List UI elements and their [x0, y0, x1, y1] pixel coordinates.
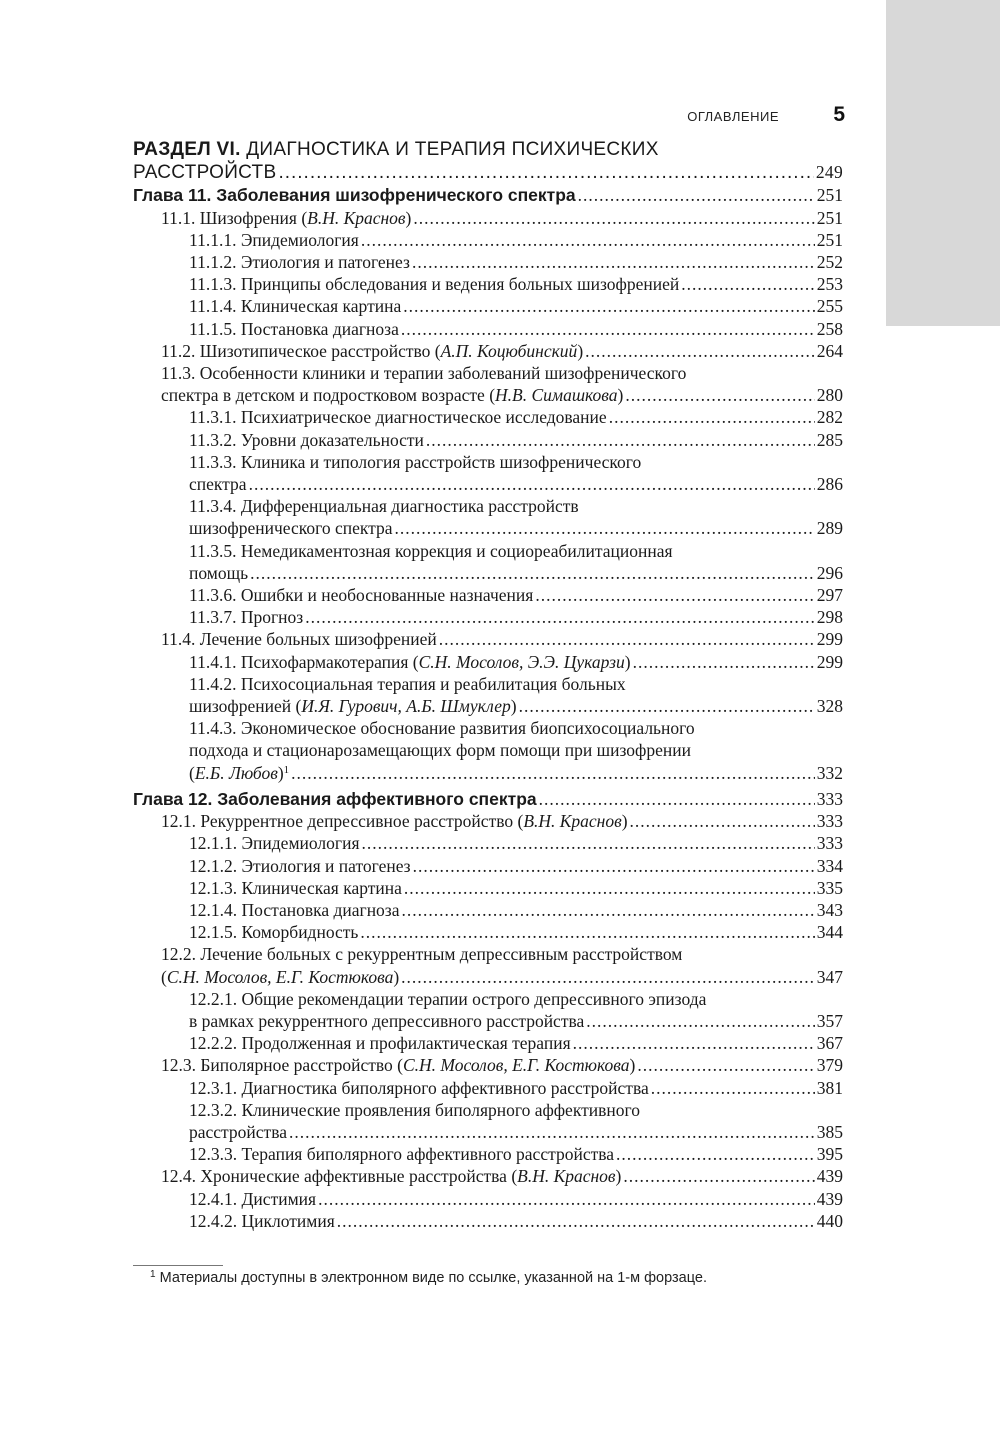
toc-entry-page: 252: [816, 252, 843, 273]
toc-entry-author: В.Н. Краснов: [523, 811, 622, 832]
toc-entry-page: 328: [816, 696, 843, 717]
toc-entry-11-3-1[interactable]: [133, 406, 843, 428]
toc-entry-text: 11.1.1. Эпидемиология: [189, 229, 359, 250]
table-of-contents: [133, 139, 843, 1232]
toc-entry-text: 11.3.1. Психиатрическое диагностическое исследование: [189, 407, 607, 428]
toc-entry-11-4-1[interactable]: [133, 651, 843, 673]
toc-entry-12-2-2[interactable]: [133, 1032, 843, 1054]
toc-entry-12-2-line1[interactable]: 12.2. Лечение больных с рекуррентным депрессивным расстройством: [161, 944, 683, 965]
toc-entry-11-4-3-line2[interactable]: подхода и стационарозамещающих форм помощи при шизофрении: [189, 740, 691, 761]
toc-entry-page: 280: [816, 385, 843, 406]
toc-entry-page: 333: [816, 833, 843, 854]
toc-entry-page: 332: [816, 762, 843, 783]
toc-entry-page: 439: [816, 1166, 843, 1187]
running-header: [0, 103, 845, 131]
toc-entry-page: 379: [816, 1055, 843, 1076]
toc-entry-text: 12.1.3. Клиническая картина: [189, 877, 402, 898]
toc-entry-11-1-1[interactable]: [133, 229, 843, 251]
toc-entry-12-1-2[interactable]: [133, 855, 843, 877]
toc-entry-page: 285: [816, 429, 843, 450]
toc-entry-12-1-3[interactable]: [133, 877, 843, 899]
toc-entry-12-1-5[interactable]: [133, 921, 843, 943]
toc-entry-11-4-3[interactable]: [133, 762, 843, 784]
toc-entry-12-3-1[interactable]: [133, 1077, 843, 1099]
toc-entry-12-3-2[interactable]: [133, 1121, 843, 1143]
toc-entry-11-3-4-line1[interactable]: 11.3.4. Дифференциальная диагностика расстройств: [189, 496, 579, 517]
toc-entry-11-4[interactable]: [133, 628, 843, 650]
section-title-text: ДИАГНОСТИКА И ТЕРАПИЯ ПСИХИЧЕСКИХ: [240, 139, 659, 160]
toc-entry-text: 12.1. Рекуррентное депрессивное расстройство (: [161, 811, 524, 832]
chapter-12-entry[interactable]: [133, 788, 843, 810]
toc-entry-12-3-3[interactable]: [133, 1143, 843, 1165]
toc-entry-page: 381: [816, 1077, 843, 1098]
toc-entry-text: 12.1.4. Постановка диагноза: [189, 899, 400, 920]
toc-entry-paren: ): [617, 385, 624, 406]
toc-entry-text: 11.1.3. Принципы обследования и ведения больных шизофренией: [189, 274, 680, 295]
toc-entry-text: шизофренией (: [189, 696, 302, 717]
toc-entry-paren: (: [161, 966, 167, 987]
toc-entry-text: 12.1.5. Коморбидность: [189, 922, 359, 943]
toc-entry-11-3-4[interactable]: [133, 517, 843, 539]
toc-entry-page: 347: [816, 966, 843, 987]
toc-entry-11-3-3[interactable]: [133, 473, 843, 495]
footnote-text: Материалы доступны в электронном виде по ссылке, указанной на 1-м форзаце.: [155, 1270, 707, 1286]
section-entry[interactable]: [133, 161, 843, 184]
toc-entry-author: А.П. Коцюбинский: [440, 340, 578, 361]
toc-entry-11-3-5-line1[interactable]: 11.3.5. Немедикаментозная коррекция и социореабилитационная: [189, 540, 673, 561]
toc-entry-paren: ): [629, 1055, 636, 1076]
running-header-label: ОГЛАВЛЕНИЕ: [687, 109, 779, 124]
toc-entry-author: Н.В. Симашкова: [495, 385, 618, 406]
toc-entry-paren: ): [277, 762, 284, 783]
section-title-line2: РАССТРОЙСТВ: [133, 162, 277, 184]
toc-entry-12-3[interactable]: [133, 1054, 843, 1076]
toc-entry-text: 11.3.7. Прогноз: [189, 607, 304, 628]
toc-entry-author: С.Н. Мосолов, Е.Г. Костюкова: [402, 1055, 630, 1076]
toc-entry-page: 251: [816, 207, 843, 228]
toc-entry-11-2[interactable]: [133, 340, 843, 362]
toc-entry-text: 11.1.4. Клиническая картина: [189, 296, 402, 317]
toc-entry-page: 253: [816, 274, 843, 295]
toc-entry-author: В.Н. Краснов: [307, 207, 406, 228]
toc-entry-text: 11.3.2. Уровни доказательности: [189, 429, 424, 450]
toc-entry-11-3-5[interactable]: [133, 562, 843, 584]
toc-entry-page: 286: [816, 474, 843, 495]
toc-entry-text: спектра в детском и подростковом возрасте (: [161, 385, 496, 406]
toc-entry-11-1[interactable]: [133, 207, 843, 229]
toc-entry-text: 11.4.1. Психофармакотерапия (: [189, 651, 419, 672]
toc-entry-page: 298: [816, 607, 843, 628]
toc-entry-author: Е.Б. Любов: [194, 762, 278, 783]
toc-entry-text: 12.4.2. Циклотимия: [189, 1210, 335, 1231]
toc-entry-page: 264: [816, 340, 843, 361]
toc-entry-11-3-7[interactable]: [133, 606, 843, 628]
toc-entry-page: 297: [816, 585, 843, 606]
chapter-11-page: 251: [816, 185, 843, 206]
section-prefix: РАЗДЕЛ VI.: [133, 139, 241, 160]
toc-entry-12-4-2[interactable]: [133, 1210, 843, 1232]
toc-entry-text: помощь: [189, 562, 249, 583]
toc-entry-page: 296: [816, 562, 843, 583]
toc-entry-page: 299: [816, 651, 843, 672]
toc-entry-paren: ): [405, 207, 412, 228]
toc-entry-12-2-1[interactable]: [133, 1010, 843, 1032]
toc-entry-page: 344: [816, 922, 843, 943]
toc-entry-text: 11.1.5. Постановка диагноза: [189, 318, 399, 339]
toc-entry-page: 335: [816, 877, 843, 898]
footnote-ref[interactable]: 1: [283, 763, 290, 776]
toc-entry-text: 11.2. Шизотипическое расстройство (: [161, 340, 441, 361]
toc-entry-paren: ): [621, 811, 628, 832]
toc-entry-11-4-2[interactable]: [133, 695, 843, 717]
toc-entry-page: 367: [816, 1033, 843, 1054]
page-number: 5: [833, 103, 845, 126]
toc-entry-text: 12.1.2. Этиология и патогенез: [189, 855, 411, 876]
toc-entry-text: расстройства: [189, 1121, 287, 1142]
toc-entry-11-3-2[interactable]: [133, 429, 843, 451]
toc-entry-page: 258: [816, 318, 843, 339]
toc-entry-12-4-1[interactable]: [133, 1188, 843, 1210]
toc-entry-12-1-1[interactable]: [133, 832, 843, 854]
thumb-index-tab: [886, 0, 1000, 326]
toc-entry-12-2-1-line1[interactable]: 12.2.1. Общие рекомендации терапии острого депрессивного эпизода: [189, 988, 707, 1009]
toc-entry-text: 11.1.2. Этиология и патогенез: [189, 252, 410, 273]
chapter-11-entry[interactable]: [133, 184, 843, 206]
toc-entry-page: 299: [816, 629, 843, 650]
toc-entry-11-3-6[interactable]: [133, 584, 843, 606]
chapter-12-page: 333: [816, 788, 843, 809]
toc-entry-paren: ): [615, 1166, 622, 1187]
section-title-line1: [133, 139, 843, 161]
toc-entry-page: 334: [816, 855, 843, 876]
toc-entry-12-1-4[interactable]: [133, 899, 843, 921]
toc-entry-author: С.Н. Мосолов, Е.Г. Костюкова: [166, 966, 394, 987]
toc-entry-11-1-5[interactable]: [133, 318, 843, 340]
toc-entry-11-3-3-line1[interactable]: 11.3.3. Клиника и типология расстройств шизофренического: [189, 451, 642, 472]
toc-entry-11-1-3[interactable]: [133, 273, 843, 295]
toc-entry-page: 333: [816, 811, 843, 832]
footnote-mark: 1: [150, 1269, 156, 1280]
toc-entry-page: 289: [816, 518, 843, 539]
chapter-11-title: Глава 11. Заболевания шизофренического спектра: [133, 185, 576, 206]
toc-entry-11-4-2-line1[interactable]: 11.4.2. Психосоциальная терапия и реабилитация больных: [189, 673, 626, 694]
toc-entry-paren: ): [624, 651, 631, 672]
toc-entry-text: 12.3.1. Диагностика биполярного аффективного расстройства: [189, 1077, 649, 1098]
toc-entry-page: 255: [816, 296, 843, 317]
toc-entry-12-3-2-line1[interactable]: 12.3.2. Клинические проявления биполярного аффективного: [189, 1099, 640, 1120]
toc-entry-text: шизофренического спектра: [189, 518, 393, 539]
toc-entry-text: 12.2.2. Продолженная и профилактическая терапия: [189, 1033, 571, 1054]
toc-entry-text: 12.3. Биполярное расстройство (: [161, 1055, 403, 1076]
toc-entry-author: И.Я. Гурович, А.Б. Шмуклер: [301, 696, 511, 717]
toc-entry-text: спектра: [189, 474, 247, 495]
toc-entry-11-1-2[interactable]: [133, 251, 843, 273]
toc-entry-text: 12.3.3. Терапия биполярного аффективного расстройства: [189, 1144, 615, 1165]
toc-entry-text: 12.1.1. Эпидемиология: [189, 833, 360, 854]
toc-entry-page: 343: [816, 899, 843, 920]
toc-entry-11-3[interactable]: [133, 384, 843, 406]
toc-entry-11-4-3-line1[interactable]: 11.4.3. Экономическое обоснование развития биопсихосоциального: [189, 718, 695, 739]
toc-entry-12-1[interactable]: [133, 810, 843, 832]
section-page: 249: [815, 162, 843, 183]
toc-entry-paren: ): [510, 696, 517, 717]
toc-entry-paren: ): [577, 340, 584, 361]
toc-entry-12-4[interactable]: [133, 1165, 843, 1187]
toc-entry-text: 11.1. Шизофрения (: [161, 207, 308, 228]
toc-entry-page: 282: [816, 407, 843, 428]
toc-entry-text: 12.4. Хронические аффективные расстройства (: [161, 1166, 518, 1187]
toc-entry-page: 395: [816, 1144, 843, 1165]
toc-entry-text: 11.3.6. Ошибки и необоснованные назначения: [189, 585, 534, 606]
toc-entry-text: 11.4. Лечение больных шизофренией: [161, 629, 437, 650]
toc-entry-paren: ): [393, 966, 400, 987]
toc-entry-page: 439: [816, 1188, 843, 1209]
toc-entry-12-2[interactable]: [133, 966, 843, 988]
toc-entry-author: С.Н. Мосолов, Э.Э. Цукарзи: [418, 651, 625, 672]
toc-entry-text: в рамках рекуррентного депрессивного расстройства: [189, 1010, 585, 1031]
chapter-12-title: Глава 12. Заболевания аффективного спектра: [133, 788, 537, 809]
toc-entry-paren: (: [189, 762, 195, 783]
toc-entry-page: 440: [816, 1210, 843, 1231]
toc-entry-11-1-4[interactable]: [133, 295, 843, 317]
footnote: [150, 1270, 707, 1286]
toc-entry-text: 12.4.1. Дистимия: [189, 1188, 317, 1209]
footnote-separator: [133, 1265, 223, 1266]
toc-entry-page: 357: [816, 1010, 843, 1031]
toc-entry-page: 385: [816, 1121, 843, 1142]
toc-entry-page: 251: [816, 229, 843, 250]
toc-entry-author: В.Н. Краснов: [517, 1166, 616, 1187]
toc-entry-11-3-line1[interactable]: 11.3. Особенности клиники и терапии заболеваний шизофренического: [161, 363, 687, 384]
